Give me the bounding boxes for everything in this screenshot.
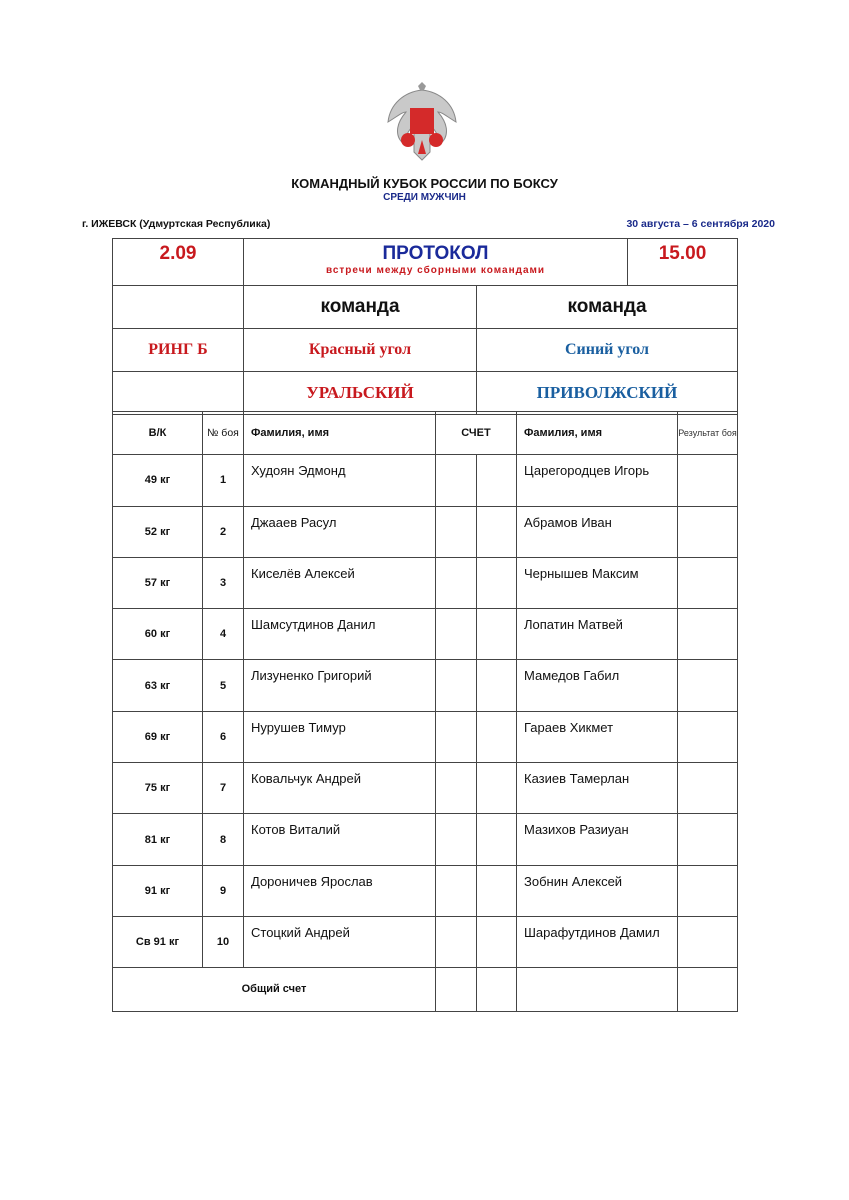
blue-boxer-name: Царегородцев Игорь <box>517 455 678 506</box>
red-boxer-name: Стоцкий Андрей <box>244 916 436 967</box>
result-cell <box>678 609 738 660</box>
weight-cell: 81 кг <box>113 814 203 865</box>
bouts-table <box>112 411 738 1012</box>
weight-cell: 57 кг <box>113 557 203 608</box>
result-cell <box>678 557 738 608</box>
bout-cell: 4 <box>203 609 244 660</box>
score-red <box>436 916 477 967</box>
protocol-title: ПРОТОКОЛ <box>382 243 489 264</box>
team-label-red: команда <box>244 286 477 329</box>
red-boxer-name: Худоян Эдмонд <box>244 455 436 506</box>
score-blue <box>477 506 517 557</box>
empty-cell <box>113 372 244 415</box>
header-red-name: Фамилия, имя <box>244 412 436 455</box>
table-row <box>113 865 738 916</box>
bout-cell: 1 <box>203 455 244 506</box>
protocol-title-cell <box>244 239 628 286</box>
header-result: Результат боя <box>678 412 738 455</box>
result-cell <box>678 865 738 916</box>
result-cell <box>678 660 738 711</box>
match-date: 2.09 <box>113 239 244 286</box>
red-boxer-name: Джааев Расул <box>244 506 436 557</box>
blue-boxer-name: Мазихов Разиуан <box>517 814 678 865</box>
result-cell <box>678 814 738 865</box>
event-title: КОМАНДНЫЙ КУБОК РОССИИ ПО БОКСУ <box>291 176 558 191</box>
score-red <box>436 865 477 916</box>
score-red <box>436 711 477 762</box>
header-score: СЧЕТ <box>436 412 517 455</box>
blue-corner-label: Синий угол <box>477 329 738 372</box>
score-blue <box>477 865 517 916</box>
score-blue <box>477 660 517 711</box>
result-cell <box>678 455 738 506</box>
score-red <box>436 506 477 557</box>
blue-boxer-name: Абрамов Иван <box>517 506 678 557</box>
score-blue <box>477 763 517 814</box>
result-cell <box>678 916 738 967</box>
weight-cell: 63 кг <box>113 660 203 711</box>
score-blue <box>477 814 517 865</box>
red-boxer-name: Котов Виталий <box>244 814 436 865</box>
score-blue <box>477 455 517 506</box>
red-boxer-name: Дороничев Ярослав <box>244 865 436 916</box>
weight-cell: 52 кг <box>113 506 203 557</box>
score-blue <box>477 711 517 762</box>
bout-cell: 10 <box>203 916 244 967</box>
bout-cell: 3 <box>203 557 244 608</box>
table-row <box>113 711 738 762</box>
blue-boxer-name: Казиев Тамерлан <box>517 763 678 814</box>
red-boxer-name: Ковальчук Андрей <box>244 763 436 814</box>
blue-boxer-name: Зобнин Алексей <box>517 865 678 916</box>
bout-cell: 2 <box>203 506 244 557</box>
total-label: Общий счет <box>113 968 436 1011</box>
score-blue <box>477 609 517 660</box>
weight-cell: 75 кг <box>113 763 203 814</box>
table-row <box>113 557 738 608</box>
header-bout: № боя <box>203 412 244 455</box>
score-red <box>436 455 477 506</box>
bout-cell: 7 <box>203 763 244 814</box>
blue-boxer-name: Мамедов Габил <box>517 660 678 711</box>
score-blue <box>477 916 517 967</box>
red-boxer-name: Нурушев Тимур <box>244 711 436 762</box>
bout-cell: 9 <box>203 865 244 916</box>
event-subtitle: СРЕДИ МУЖЧИН <box>383 192 466 203</box>
weight-cell: 91 кг <box>113 865 203 916</box>
red-team-name: УРАЛЬСКИЙ <box>244 372 477 415</box>
protocol-header-table <box>112 238 738 415</box>
weight-cell: Св 91 кг <box>113 916 203 967</box>
score-red <box>436 763 477 814</box>
table-header-row <box>113 412 738 455</box>
team-label-blue: команда <box>477 286 738 329</box>
blue-boxer-name: Гараев Хикмет <box>517 711 678 762</box>
table-row <box>113 455 738 506</box>
table-row <box>113 506 738 557</box>
total-score-red <box>436 968 477 1011</box>
blue-boxer-name: Чернышев Максим <box>517 557 678 608</box>
table-row <box>113 763 738 814</box>
table-row <box>113 660 738 711</box>
table-row <box>113 609 738 660</box>
bout-cell: 6 <box>203 711 244 762</box>
bout-cell: 5 <box>203 660 244 711</box>
total-score-blue <box>477 968 517 1011</box>
event-city: г. ИЖЕВСК (Удмуртская Республика) <box>82 218 271 230</box>
score-blue <box>477 557 517 608</box>
weight-cell: 60 кг <box>113 609 203 660</box>
red-corner-label: Красный угол <box>244 329 477 372</box>
header-weight: В/К <box>113 412 203 455</box>
ministry-emblem-icon <box>384 82 460 162</box>
blue-team-name: ПРИВОЛЖСКИЙ <box>477 372 738 415</box>
weight-cell: 69 кг <box>113 711 203 762</box>
result-cell <box>678 506 738 557</box>
total-blank <box>517 968 678 1011</box>
score-red <box>436 557 477 608</box>
score-red <box>436 609 477 660</box>
result-cell <box>678 763 738 814</box>
ring-label: РИНГ Б <box>113 329 244 372</box>
bout-cell: 8 <box>203 814 244 865</box>
score-red <box>436 660 477 711</box>
header-blue-name: Фамилия, имя <box>517 412 678 455</box>
total-result <box>678 968 738 1011</box>
empty-cell <box>113 286 244 329</box>
red-boxer-name: Лизуненко Григорий <box>244 660 436 711</box>
result-cell <box>678 711 738 762</box>
table-row <box>113 916 738 967</box>
table-row <box>113 814 738 865</box>
blue-boxer-name: Шарафутдинов Дамил <box>517 916 678 967</box>
red-boxer-name: Шамсутдинов Данил <box>244 609 436 660</box>
weight-cell: 49 кг <box>113 455 203 506</box>
protocol-subtitle: встречи между сборными командами <box>325 265 546 276</box>
blue-boxer-name: Лопатин Матвей <box>517 609 678 660</box>
event-dates: 30 августа – 6 сентября 2020 <box>626 218 775 230</box>
total-row <box>113 968 738 1011</box>
match-time: 15.00 <box>628 239 738 286</box>
red-boxer-name: Киселёв Алексей <box>244 557 436 608</box>
score-red <box>436 814 477 865</box>
